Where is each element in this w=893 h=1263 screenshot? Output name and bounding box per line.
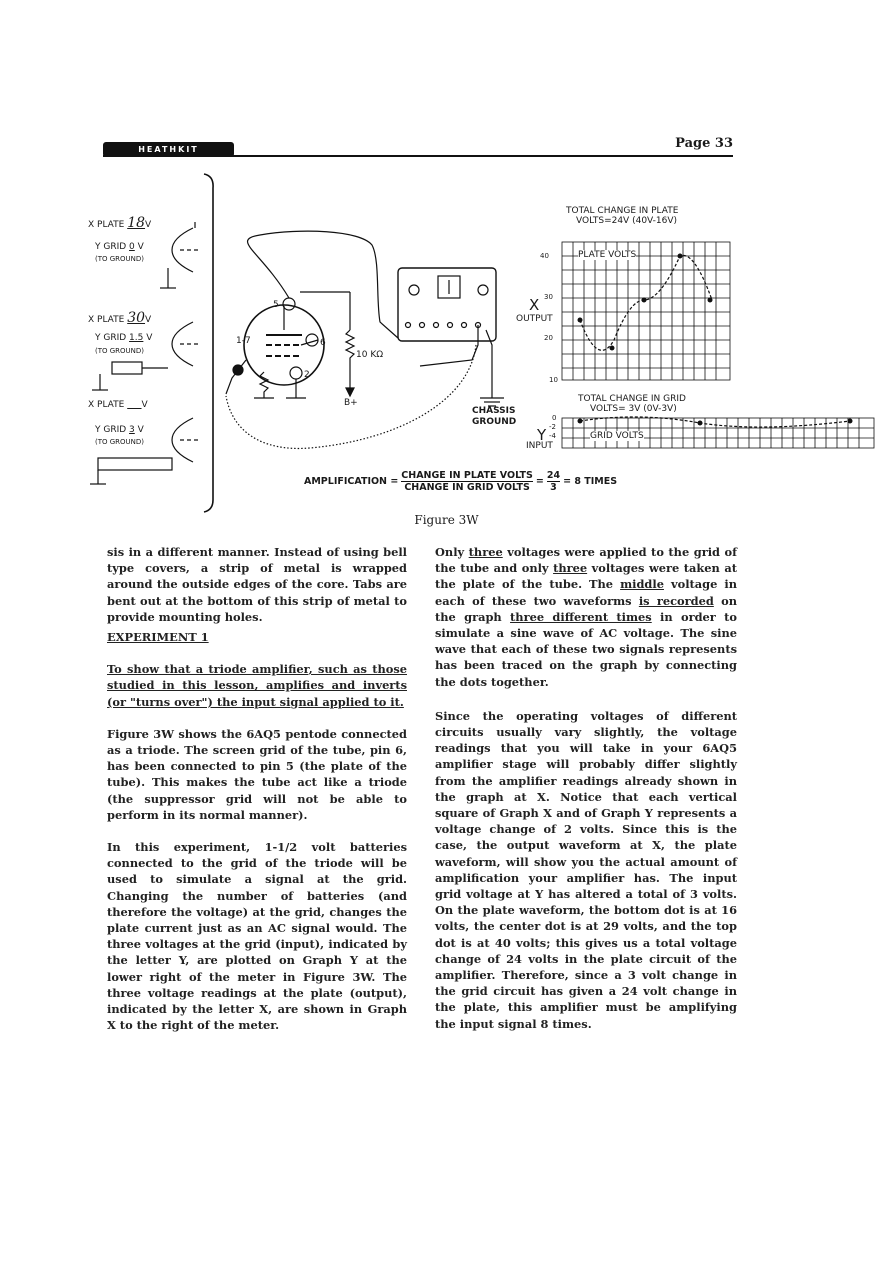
pin-2-label: 2 xyxy=(304,370,310,380)
left-paragraph-3: In this experiment, 1-1/2 volt batteries connected to the grid of the triode will be used to simulate a signal at the grid. Changing the number of batteries (and therefore the voltage) at the grid, changes the plate current just as an AC signal would. The three voltages at the grid (input), indicated by the letter Y, are plotted on Graph Y at the lower right of the meter in Figure 3W. The three voltage readings at the plate (output), indicated by the letter X, are shown in Graph X to the right of the meter. xyxy=(107,840,407,1033)
chassis-label: CHASSIS xyxy=(472,406,516,416)
graph-y-tick-0: 0 xyxy=(552,414,557,422)
page-number: Page 33 xyxy=(675,136,733,151)
experiment-heading: EXPERIMENT 1 xyxy=(107,630,209,645)
left-column xyxy=(107,544,407,1049)
y-grid-label-3: Y GRID 3 V xyxy=(95,425,144,435)
ground-label: GROUND xyxy=(472,417,517,427)
experiment-objective: To show that a triode amplifier, such as those studied in this lesson, amplifies and inverts (or "turns over") the input signal applied to it. xyxy=(107,662,407,709)
graph-x-inner-label: PLATE VOLTS xyxy=(578,250,637,260)
left-paragraph-1: sis in a different manner. Instead of using bell type covers, a strip of metal is wrapped around the outside edges of the core. Tabs are bent out at the bottom of this strip of metal to provide mounting holes. xyxy=(107,545,407,624)
graph-x-tick-40: 40 xyxy=(540,252,549,260)
amplification-formula: AMPLIFICATION = $\frac{\text{CHANGE IN PLATE VOLTS}}{\text{CHANGE IN GRID VOLTS}}$ = $\frac{24}{3}$ = 8 TIMES xyxy=(304,470,618,493)
graph-y-tick-4: -4 xyxy=(549,432,556,440)
right-paragraph-2: Since the operating voltages of different circuits usually vary slightly, the voltage readings that you will take in your 6AQ5 amplifier stage will probably differ slightly from the amplifier readings already shown in the graph at X. Notice that each vertical square of Graph X and of Graph Y represents a voltage change of 2 volts. Since this is the case, the output waveform at X, the plate waveform, will show you the actual amount of amplification your amplifier has. The input grid voltage at Y has altered a total of 3 volts. On the plate waveform, the bottom dot is at 16 volts, the center dot is at 29 volts, and the top dot is at 40 volts; this gives us a total voltage change of 24 volts in the plate circuit of the amplifier. Therefore, since a 3 volt change in the grid circuit has given a 24 volt change in the plate, this amplifier must be amplifying the input signal 8 times. xyxy=(435,708,737,1031)
to-ground-3: (TO GROUND) xyxy=(95,438,145,446)
right-column xyxy=(435,544,737,1048)
x-plate-label-3: X PLATE V xyxy=(88,400,148,410)
graph-x-tick-30: 30 xyxy=(544,293,553,301)
input-label: INPUT xyxy=(526,441,553,451)
bplus-label: B+ xyxy=(344,398,358,408)
graph-y-title-1: TOTAL CHANGE IN GRID xyxy=(578,394,686,404)
pin-6-label: 6 xyxy=(320,338,326,348)
graph-y-title-2: VOLTS= 3V (0V-3V) xyxy=(590,404,677,414)
to-ground-1: (TO GROUND) xyxy=(95,255,145,263)
graph-y-inner-label: GRID VOLTS xyxy=(590,431,644,441)
x-plate-label-1: X PLATE 18V xyxy=(88,215,152,231)
graph-x-tick-10: 10 xyxy=(549,376,558,384)
graph-y-letter: Y xyxy=(537,426,547,444)
y-grid-label-1: Y GRID 0 V xyxy=(95,242,144,252)
graph-x-tick-20: 20 xyxy=(544,334,553,342)
graph-x-title-2: VOLTS=24V (40V-16V) xyxy=(576,216,678,226)
figure-caption: Figure 3W xyxy=(414,513,479,527)
to-ground-2: (TO GROUND) xyxy=(95,347,145,355)
resistor-label: 10 KΩ xyxy=(356,350,384,360)
pin-17-label: 1-7 xyxy=(236,336,251,346)
heathkit-logo: HEATHKIT xyxy=(103,142,234,157)
left-paragraph-2: Figure 3W shows the 6AQ5 pentode connected as a triode. The screen grid of the tube, pin 6, has been connected to pin 5 (the plate of the tube). This makes the tube act like a triode (the suppressor grid will not be able to perform in its normal manner). xyxy=(107,726,407,822)
x-plate-label-2: X PLATE 30V xyxy=(88,310,152,326)
pin-5-label: 5 xyxy=(273,300,279,310)
output-label: OUTPUT xyxy=(516,314,553,324)
y-grid-label-2: Y GRID 1.5 V xyxy=(95,333,153,343)
graph-x-title-1: TOTAL CHANGE IN PLATE xyxy=(566,206,679,216)
right-paragraph-1: Only three voltages were applied to the grid of the tube and only three voltages were taken at the plate of the tube. The middle voltage in each of these two waveforms is recorded on the graph three different times in order to simulate a sine wave of AC voltage. The sine wave that each of these two signals represents has been traced on the graph by connecting the dots together. xyxy=(435,545,738,689)
graph-x-letter: X xyxy=(529,296,540,314)
graph-y-tick-2: -2 xyxy=(549,423,556,431)
